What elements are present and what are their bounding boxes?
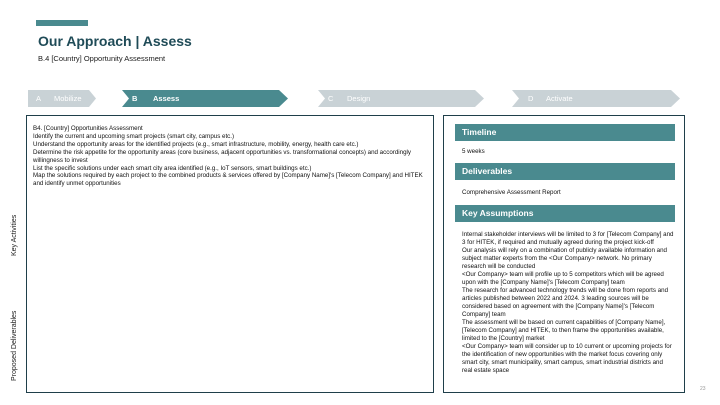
details-panel <box>443 115 685 393</box>
phase-activate-label: Activate <box>546 94 573 103</box>
timeline-value: 5 weeks <box>462 148 485 155</box>
assumption-item: Our analysis will rely on a combination of publicly available information and subject matter experts from the <Our Company> network. No primary research will be conducted <box>462 247 667 270</box>
key-assumptions-heading: Key Assumptions <box>455 205 675 222</box>
deliverables-heading: Deliverables <box>455 163 675 180</box>
page-subtitle: B.4 [Country] Opportunity Assessment <box>38 54 166 63</box>
phase-design-letter: C <box>328 94 334 103</box>
phase-activate <box>512 90 680 107</box>
assumption-item: Internal stakeholder interviews will be limited to 3 for [Telecom Company] and 3 for HITEK, if required and mutually agreed during the project kick-off <box>462 231 674 246</box>
phase-design <box>318 90 484 107</box>
phase-mobilize <box>28 90 96 107</box>
activity-item: Map the solutions required by each project to the combined products & services offered by [Company Name]'s [Telecom Company] and HITEK and identify unmet opportunities <box>33 172 423 188</box>
phase-assess <box>122 90 288 107</box>
phase-mobilize-label: Mobilize <box>54 94 82 103</box>
phase-mobilize-letter: A <box>36 94 42 103</box>
assumption-item: <Our Company> team will profile up to 5 competitors which will be agreed upon with the [Company Name]'s [Telecom Company] team <box>462 271 664 286</box>
phase-assess-letter: B <box>132 94 138 103</box>
activities-panel <box>26 115 434 393</box>
phase-design-label: Design <box>347 94 371 103</box>
activity-item: Determine the risk appetite for the opportunity areas (core business, adjacent opportunities vs. transformational concepts) and accordingly willingness to invest <box>33 148 411 164</box>
phase-activate-arrow <box>512 90 680 107</box>
assumption-item: The assessment will be based on current capabilities of [Company Name], [Telecom Company] and HITEK, to then frame the opportunities available, limited to the [Country] market <box>462 319 666 342</box>
activity-item: Identify the current and upcoming smart projects (smart city, campus etc.) <box>33 132 235 140</box>
page-number: 23 <box>700 386 706 392</box>
phase-assess-arrow <box>122 90 288 107</box>
key-assumptions-list <box>462 231 674 375</box>
activities-list <box>33 125 429 188</box>
activity-item: List the specific solutions under each smart city area identified (e.g., IoT sensors, smart buildings etc.) <box>33 164 312 172</box>
phase-design-arrow <box>318 90 484 107</box>
page-title: Our Approach | Assess <box>38 33 192 49</box>
activities-heading: B4. [Country] Opportunities Assessment <box>33 125 143 132</box>
activity-item: Understand the opportunity areas for the identified projects (e.g., smart infrastructure, mobility, energy, health care etc.) <box>33 140 359 148</box>
title-accent-bar <box>36 20 88 26</box>
timeline-heading: Timeline <box>455 124 675 141</box>
assumption-item: The research for advanced technology trends will be done from reports and articles published between 2022 and 2024. 3 leading sources will be considered based on agreement with the [Company Name]'s [Telecom Company] team <box>462 287 669 318</box>
deliverables-value: Comprehensive Assessment Report <box>462 189 561 196</box>
assumption-item: <Our Company> team will consider up to 10 current or upcoming projects for the identification of new opportunities with the market focus covering only smart city, smart municipality, smart campus, smart industrial districts and real estate space <box>462 343 672 374</box>
key-activities-label: Key Activities <box>11 214 18 256</box>
phase-assess-label: Assess <box>153 94 180 103</box>
phase-activate-letter: D <box>528 94 534 103</box>
proposed-deliverables-label: Proposed Deliverables <box>11 310 18 381</box>
